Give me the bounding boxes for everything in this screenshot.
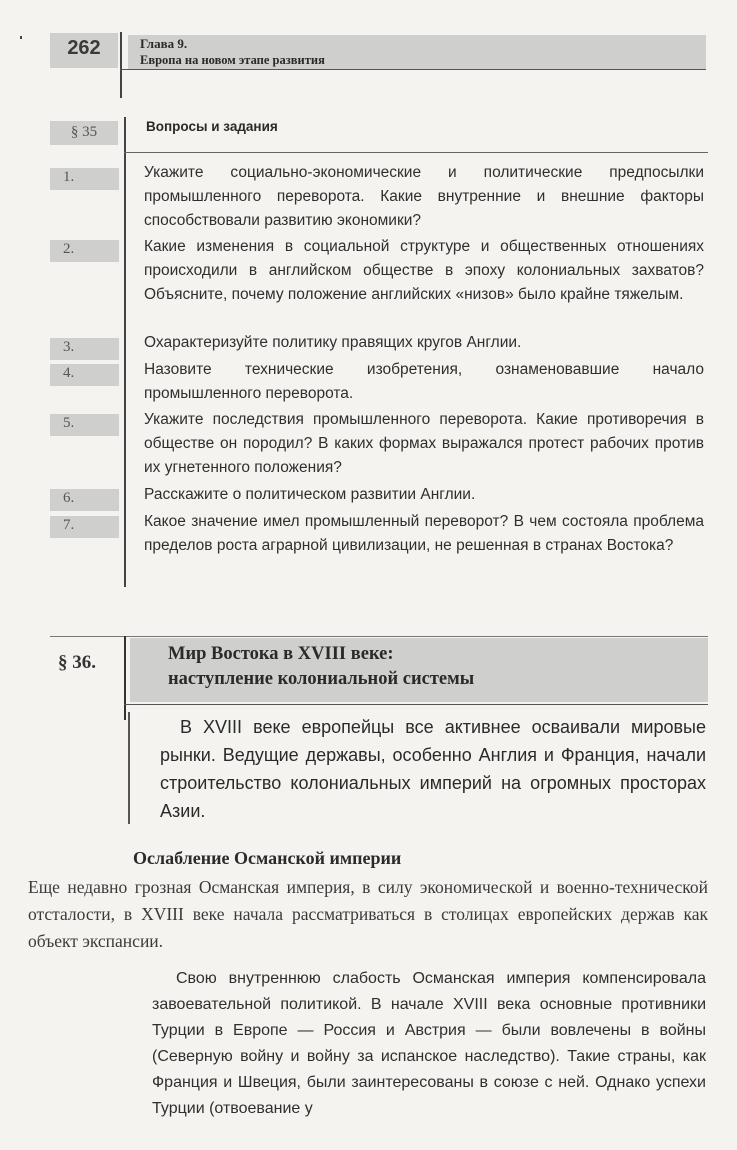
chapter-label: Глава 9. xyxy=(140,36,188,51)
question-text: Укажите последствия промышленного переворота. Какие противоречия в обществе он породил? В каких формах выражался протест рабочих против их угнетенного положения? xyxy=(144,411,704,476)
question-number-box xyxy=(50,516,119,538)
question-number: 2. xyxy=(63,241,75,257)
question-number: 5. xyxy=(63,415,75,431)
chapter-title: Европа на новом этапе развития xyxy=(140,53,325,67)
section-tag: § 35 xyxy=(70,124,98,140)
question-number-box xyxy=(50,168,119,190)
scan-mark xyxy=(20,36,22,39)
question-number: 4. xyxy=(63,365,75,381)
section-title-line1: Мир Востока в XVIII веке: xyxy=(168,644,394,664)
question-text: Назовите технические изобретения, ознаменовавшие начало промышленного переворота. xyxy=(144,361,704,402)
section-number: § 36. xyxy=(58,652,96,673)
question-number: 7. xyxy=(63,517,75,533)
questions-title: Вопросы и задания xyxy=(146,119,278,134)
subheading: Ослабление Османской империи xyxy=(133,848,402,868)
section-title-line2: наступление колониальной системы xyxy=(168,669,475,689)
intro-divider xyxy=(128,712,130,824)
questions-divider xyxy=(124,117,126,587)
question-number-box xyxy=(50,240,119,262)
question-number-box xyxy=(50,364,119,386)
question-number-box xyxy=(50,489,119,511)
question-text: Расскажите о политическом развитии Англии. xyxy=(144,486,476,503)
page-number: 262 xyxy=(67,37,101,59)
question-text: Какое значение имел промышленный переворот? В чем состояла проблема пределов роста аграрной цивилизации, не решенная в странах Востока? xyxy=(144,513,704,554)
question-number: 3. xyxy=(63,339,75,355)
section-divider xyxy=(124,636,126,720)
question-text: Какие изменения в социальной структуре и общественных отношениях происходили в английском обществе в эпоху колониальных захватов? Объясните, почему положение английских «низов» было крайне тяжелым. xyxy=(144,238,704,303)
question-number: 6. xyxy=(63,490,75,506)
question-number-box xyxy=(50,414,119,436)
questions-rule xyxy=(124,152,708,153)
header-divider xyxy=(120,32,122,98)
question-number-box xyxy=(50,338,119,360)
question-number: 1. xyxy=(63,169,75,185)
question-text: Укажите социально-экономические и политические предпосылки промышленного переворота. Какие внутренние и внешние факторы способствовали развитию экономики? xyxy=(144,164,704,229)
section-intro: В XVIII веке европейцы все активнее осваивали мировые рынки. Ведущие державы, особенно Англия и Франция, начали строительство колониальных империй на огромных просторах Азии. xyxy=(160,717,706,821)
section-rule xyxy=(50,636,708,637)
question-text: Охарактеризуйте политику правящих кругов Англии. xyxy=(144,334,522,351)
body-paragraph: Свою внутреннюю слабость Османская империя компенсировала завоевательной политикой. В начале XVIII века основные противники Турции в Европе — Россия и Австрия — были вовлечены в войны (Северную войну и войну за испанское наследство). Такие страны, как Франция и Швеция, были заинтересованы в союзе с ней. Однако успехи Турции (отвоевание у xyxy=(152,970,706,1117)
serif-paragraph: Еще недавно грозная Османская империя, в силу экономической и военно-технической отсталости, в XVIII веке начала рассматриваться в столицах европейских держав как объект экспансии. xyxy=(28,877,708,951)
section-title-rule xyxy=(124,704,708,705)
header-rule xyxy=(120,69,706,70)
